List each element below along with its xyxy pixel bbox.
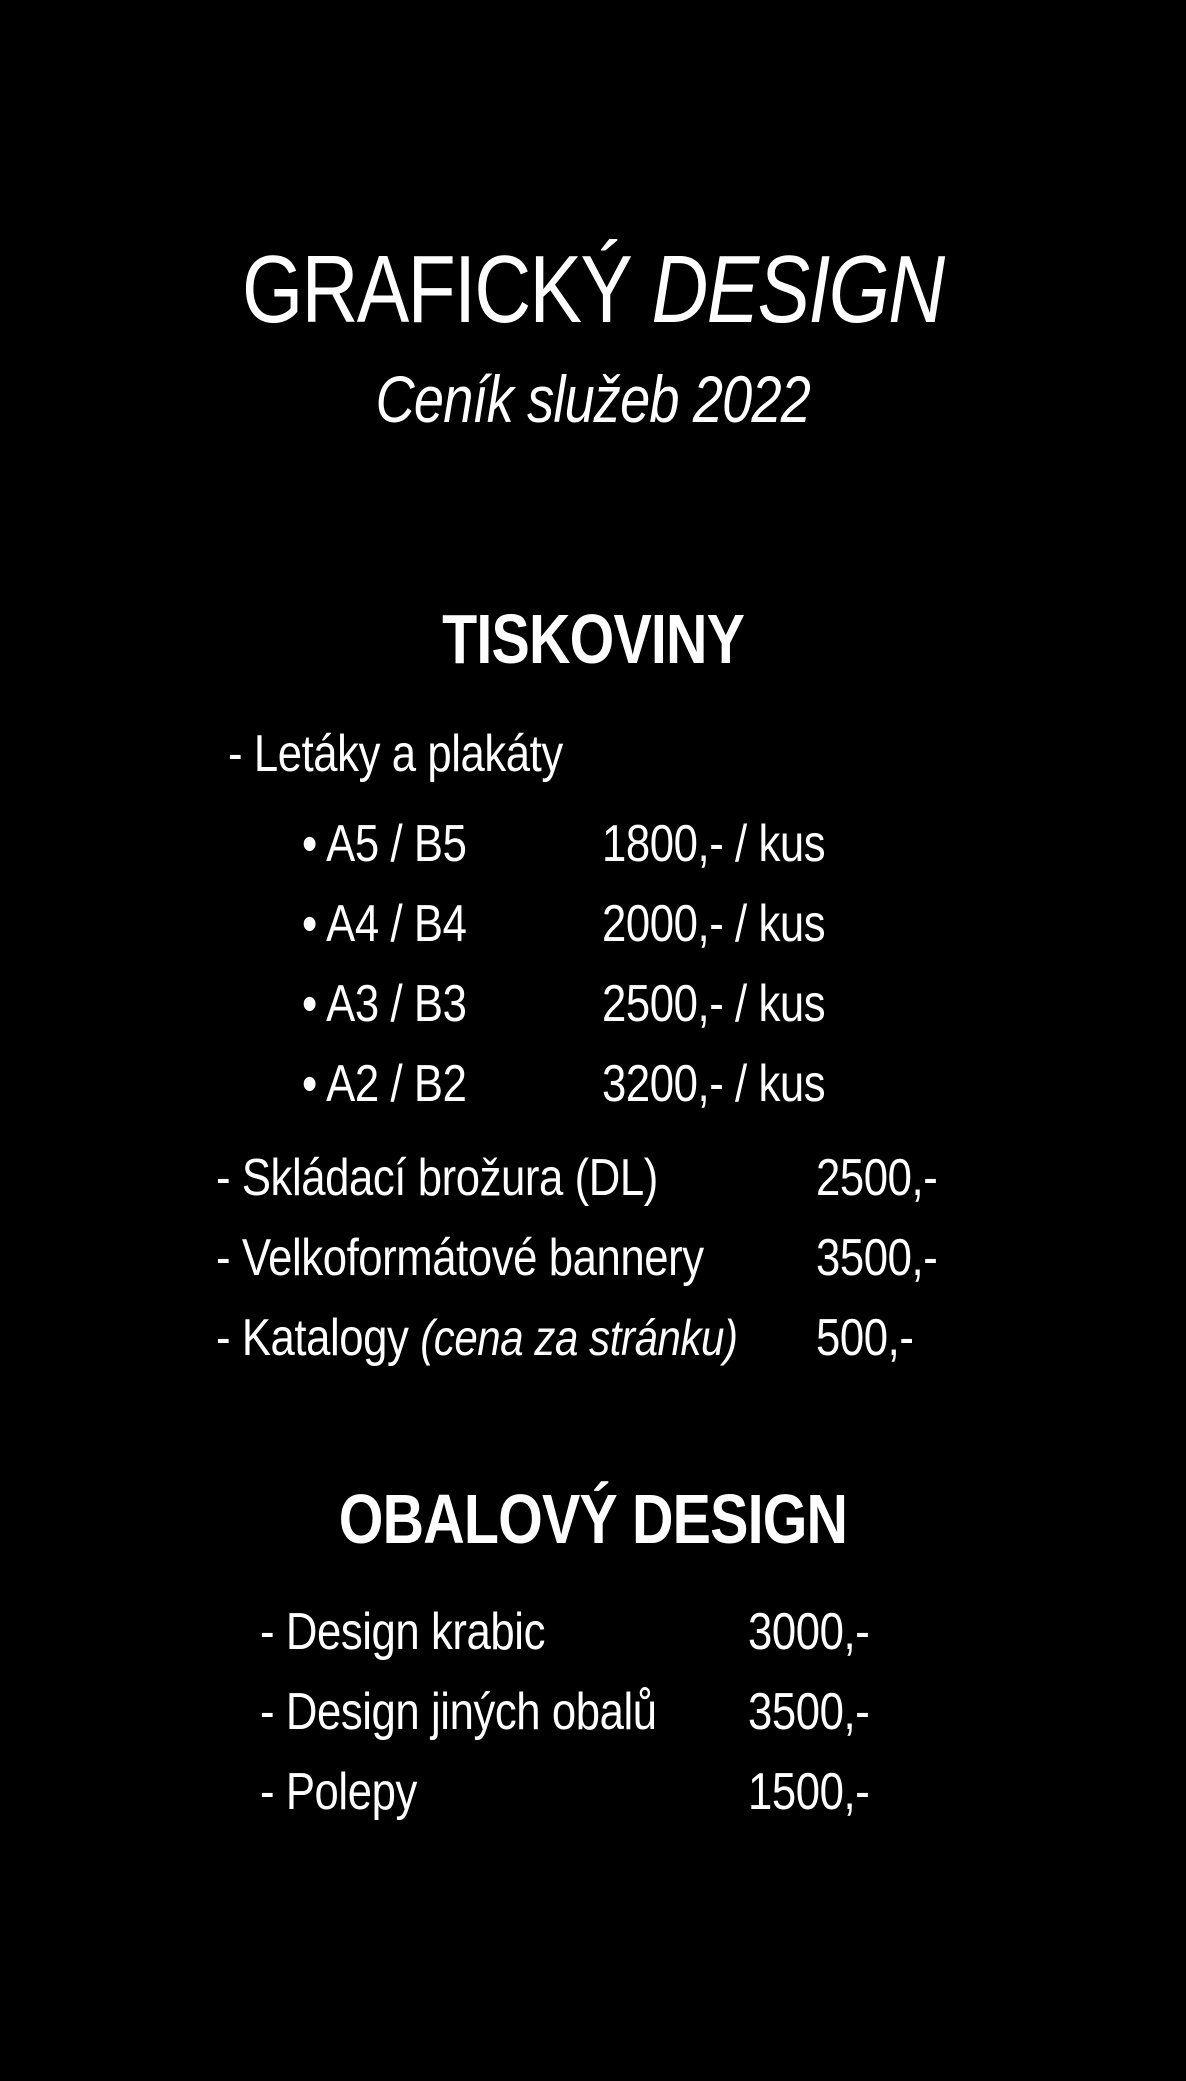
list-item-letaky: - Letáky a plakáty: [228, 725, 563, 783]
title-main: GRAFICKÝ: [242, 236, 632, 343]
section-heading-obalovy: OBALOVÝ DESIGN: [338, 1480, 848, 1558]
page-title: [0, 236, 1186, 343]
size-price: 2000,- / kus: [602, 895, 826, 953]
price-katalogy: 500,-: [816, 1309, 914, 1367]
section-heading-tiskoviny: TISKOVINY: [442, 600, 744, 678]
size-price: 1800,- / kus: [602, 815, 826, 873]
list-item-bannery: - Velkoformátové bannery: [216, 1229, 704, 1287]
katalogy-label: - Katalogy: [216, 1309, 409, 1367]
size-label: • A2 / B2: [302, 1055, 467, 1113]
list-item-obaly: - Design jiných obalů: [260, 1683, 657, 1741]
size-price: 3200,- / kus: [602, 1055, 826, 1113]
size-price: 2500,- / kus: [602, 975, 826, 1033]
list-item-polepy: - Polepy: [260, 1763, 417, 1821]
list-item-brozura: - Skládací brožura (DL): [216, 1149, 658, 1207]
size-label: • A4 / B4: [302, 895, 467, 953]
title-italic: DESIGN: [651, 236, 944, 343]
list-item-katalogy: [216, 1309, 738, 1367]
page-subtitle: Ceník služeb 2022: [375, 362, 811, 436]
size-label: • A5 / B5: [302, 815, 467, 873]
price-obaly: 3500,-: [748, 1683, 870, 1741]
size-label: • A3 / B3: [302, 975, 467, 1033]
price-brozura: 2500,-: [816, 1149, 938, 1207]
price-polepy: 1500,-: [748, 1763, 870, 1821]
katalogy-note: (cena za stránku): [420, 1310, 738, 1366]
price-krabice: 3000,-: [748, 1603, 870, 1661]
price-bannery: 3500,-: [816, 1229, 938, 1287]
list-item-krabice: - Design krabic: [260, 1603, 546, 1661]
